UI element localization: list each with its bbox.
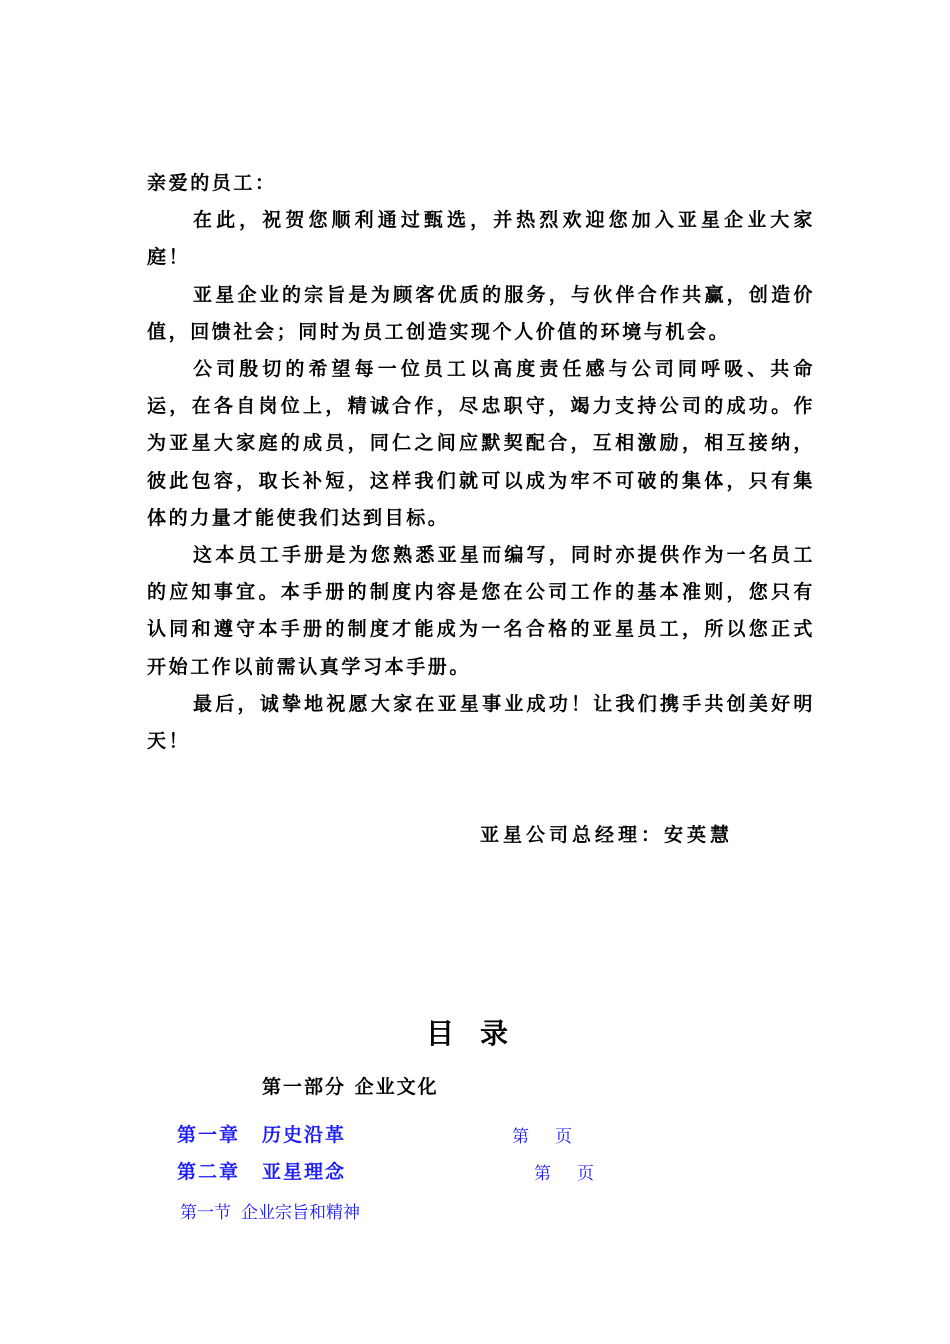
toc-part-heading: 第一部分 企业文化 xyxy=(262,1076,439,1098)
letter-paragraph: 最后，诚挚地祝愿大家在亚星事业成功！让我们携手共创美好明天！ xyxy=(147,692,815,753)
letter-greeting: 亲爱的员工： xyxy=(147,172,277,194)
toc-section-name: 企业宗旨和精神 xyxy=(241,1203,360,1222)
toc-chapter-label: 第二章 xyxy=(177,1161,241,1183)
letter-paragraph: 这本员工手册是为您熟悉亚星而编写，同时亦提供作为一名员工的应知事宜。本手册的制度内容是您在公司工作的基本准则，您只有认同和遵守本手册的制度才能成为一名合格的亚星员工，所以您正式开始工作以前需认真学习本手册。 xyxy=(147,544,815,678)
toc-chapter-2-page-ref xyxy=(534,1159,594,1184)
letter-signature: 亚星公司总经理：安英慧 xyxy=(480,824,734,846)
toc-chapter-1-page-ref xyxy=(512,1122,572,1147)
toc-section-label: 第一节 xyxy=(180,1203,231,1222)
letter-paragraph: 亚星企业的宗旨是为顾客优质的服务，与伙伴合作共赢，创造价值，回馈社会；同时为员工创造实现个人价值的环境与机会。 xyxy=(147,283,815,343)
toc-chapter-1-link[interactable] xyxy=(177,1120,346,1147)
letter-paragraph: 在此，祝贺您顺利通过甄选，并热烈欢迎您加入亚星企业大家庭！ xyxy=(147,209,815,269)
toc-chapter-label: 第一章 xyxy=(177,1124,241,1146)
page-ref-suffix: 页 xyxy=(577,1164,594,1183)
page-ref-prefix: 第 xyxy=(534,1164,551,1183)
toc-chapter-name: 亚星理念 xyxy=(262,1161,347,1183)
page-ref-suffix: 页 xyxy=(555,1127,572,1146)
welcome-letter xyxy=(147,165,815,760)
letter-paragraph: 公司殷切的希望每一位员工以高度责任感与公司同呼吸、共命运，在各自岗位上，精诚合作，尽忠职守，竭力支持公司的成功。作为亚星大家庭的成员，同仁之间应默契配合，互相激励，相互接纳，彼此包容，取长补短，这样我们就可以成为牢不可破的集体，只有集体的力量才能使我们达到目标。 xyxy=(147,358,815,529)
page-ref-prefix: 第 xyxy=(512,1127,529,1146)
toc-chapter-name: 历史沿革 xyxy=(262,1124,347,1146)
toc-section-1-link[interactable] xyxy=(180,1198,360,1223)
toc-chapter-2-link[interactable] xyxy=(177,1157,346,1184)
toc-title: 目录 xyxy=(425,1017,534,1050)
